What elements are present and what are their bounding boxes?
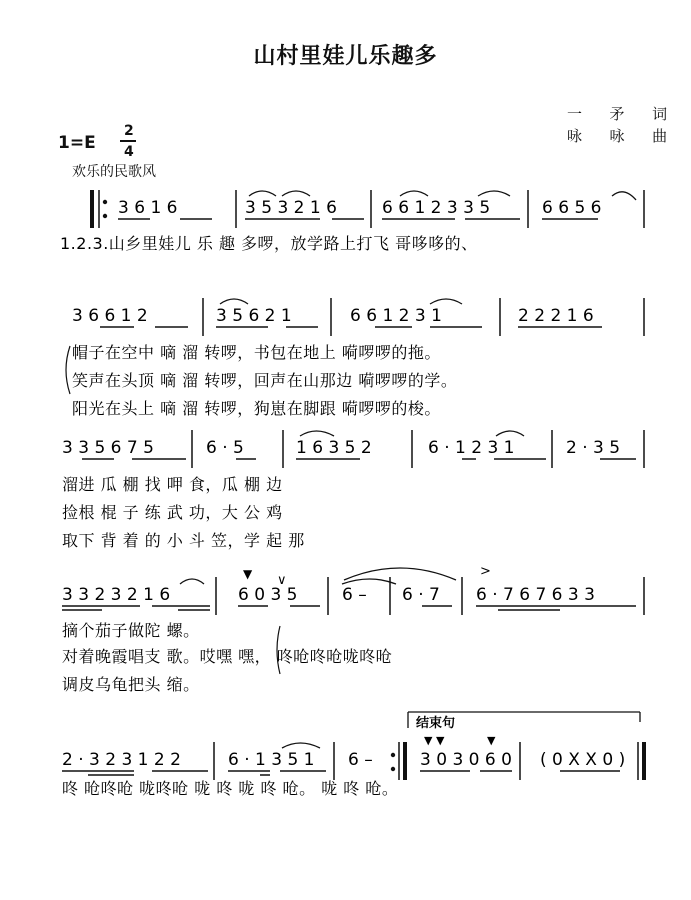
system-3	[62, 430, 644, 550]
system-4	[62, 564, 644, 694]
measure-3-5: 2 · 3 5	[566, 438, 621, 458]
ending-label: 结束句	[416, 716, 456, 731]
measure-1-1: 3 6 1 6	[118, 198, 178, 218]
measure-5-5: ( 0 X X 0 )	[540, 750, 626, 770]
lyrics-line-3-1: 溜进 瓜 棚 找 呷 食，瓜 棚 边	[62, 475, 283, 494]
lyrics-line-3-2: 捡根 棍 子 练 武 功，大 公 鸡	[62, 503, 283, 522]
repeat-start-thick-bar	[90, 190, 94, 228]
measure-1-3: 6 6 1 2 3 3 5	[382, 198, 491, 218]
time-signature-numerator: 2	[124, 123, 134, 139]
measure-2-3: 6 6 1 2 3 1	[350, 306, 442, 326]
measure-4-1: 3 3 2 3 2 1 6	[62, 585, 171, 605]
measure-4-2: 6 0 3 5	[238, 585, 298, 605]
svg-text:▼: ▼	[487, 734, 496, 747]
lyrics-line-3-3: 取下 背 着 的 小 斗 笠，学 起 那	[62, 531, 305, 550]
tempo-marking: 欢乐的民歌风	[72, 164, 156, 180]
svg-text:▼ ▼: ▼ ▼	[424, 734, 445, 747]
lyrics-line-2-3: 阳光在头上 嘀 溜 转啰，狗崽在脚跟 嗬啰啰的梭。	[72, 399, 441, 418]
measure-5-2: 6 · 1 3 5 1	[228, 750, 315, 770]
measure-2-1: 3 6 6 1 2	[72, 306, 148, 326]
final-thick-bar	[642, 742, 646, 780]
measure-2-2: 3 5 6 2 1	[216, 306, 292, 326]
system-2	[66, 298, 644, 418]
staccato-mark: ▼	[243, 567, 253, 581]
lyrics-line-2-1: 帽子在空中 嘀 溜 转啰，书包在地上 嗬啰啰的拖。	[72, 343, 441, 362]
measure-4-4: 6 · 7	[402, 585, 440, 605]
measure-5-3: 6 –	[348, 750, 373, 770]
measure-3-3: 1 6 3 5 2	[296, 438, 372, 458]
measure-5-1: 2 · 3 2 3 1 2 2	[62, 750, 181, 770]
lyrics-line-4-3: 调皮乌龟把头 缩。	[62, 675, 200, 694]
measure-5-4: 3 0 3 0 6 0	[420, 750, 512, 770]
accent-mark: >	[480, 564, 491, 579]
lyrics-line-1-1: 1.2.3.山乡里娃儿 乐 趣 多啰，放学路上打飞 哥哆哆的、	[60, 234, 478, 253]
lyrics-line-4-1: 摘个茄子做陀 螺。	[62, 621, 200, 640]
measure-3-4: 6 · 1 2 3 1	[428, 438, 515, 458]
breath-mark: ∨	[277, 573, 287, 588]
lyrics-line-2-2: 笑声在头顶 嘀 溜 转啰，回声在山那边 嗬啰啰的学。	[72, 371, 458, 390]
lyricist-credit: 一 矛 词	[567, 105, 674, 123]
measure-1-2: 3 5 3 2 1 6	[245, 198, 337, 218]
repeat-end-thick-bar	[403, 742, 407, 780]
system-5	[62, 712, 646, 798]
time-signature-denominator: 4	[124, 144, 134, 160]
measure-4-3: 6 –	[342, 585, 367, 605]
key-signature: 1=E	[58, 133, 96, 153]
measure-1-4: 6 6 5 6	[542, 198, 602, 218]
measure-2-4: 2 2 2 1 6	[518, 306, 594, 326]
system-1	[60, 190, 644, 253]
measure-4-5: 6 · 7 6 7 6 3 3	[476, 585, 595, 605]
measure-3-2: 6 · 5	[206, 438, 244, 458]
lyrics-line-5-1: 咚 呛咚呛 咙咚呛 咙 咚 咙 咚 呛。 咙 咚 呛。	[62, 779, 399, 798]
song-title: 山村里娃儿乐趣多	[253, 44, 438, 69]
measure-3-1: 3 3 5 6 7 5	[62, 438, 154, 458]
lyrics-line-4-2: 对着晚霞唱支 歌。哎嘿 嘿， 咚呛咚呛咙咚呛	[62, 647, 393, 666]
composer-credit: 咏 咏 曲	[567, 127, 674, 145]
